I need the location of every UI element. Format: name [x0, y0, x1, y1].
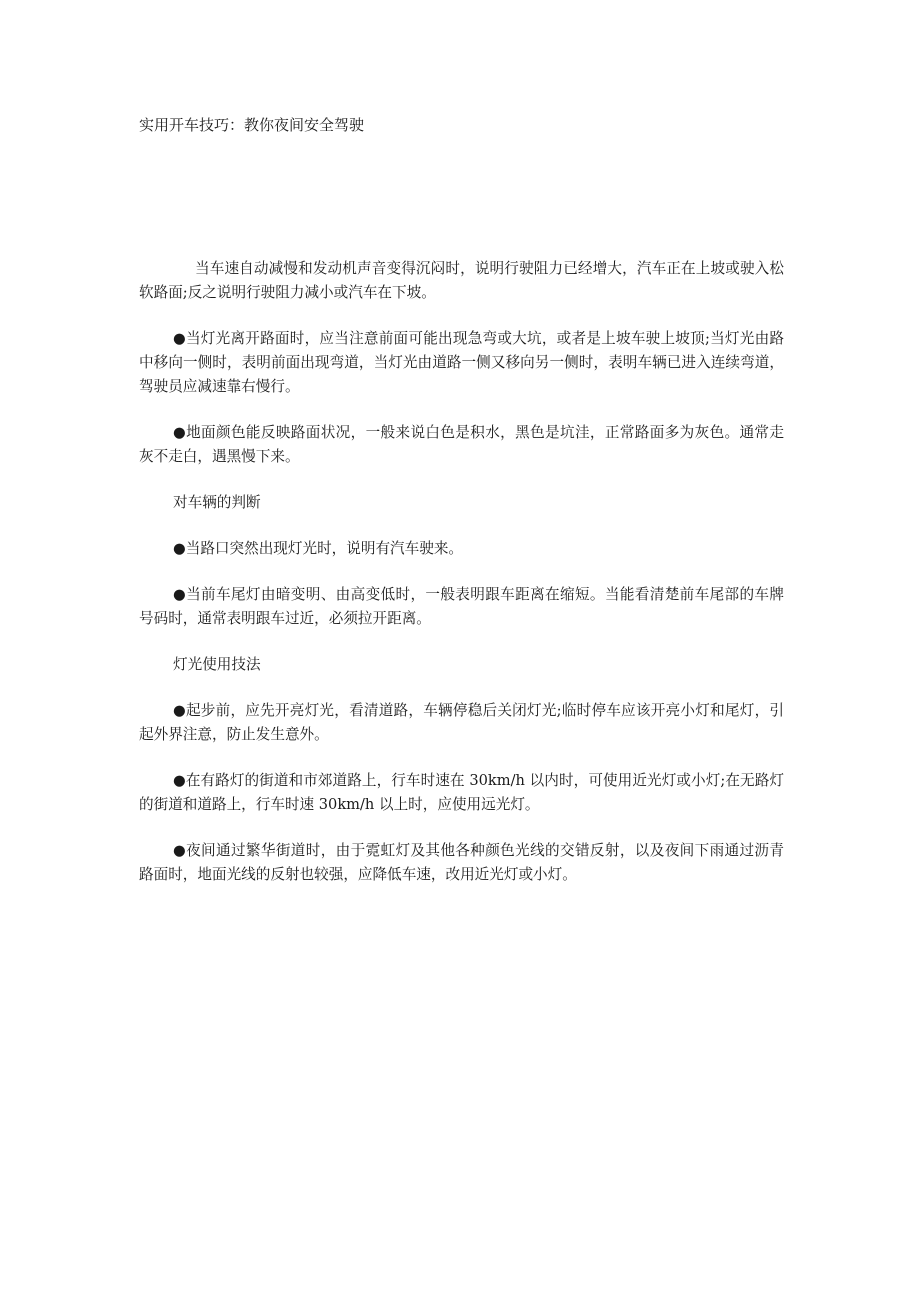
- section-heading-vehicle: 对车辆的判断: [173, 494, 261, 511]
- lights-bullet-paragraph: ●在有路灯的街道和市郊道路上，行车时速在 30km/h 以内时，可使用近光灯或小灯;在无路灯的街道和道路上，行车时速 30km/h 以上时，应使用远光灯。: [139, 772, 784, 813]
- road-bullet-paragraph: ●地面颜色能反映路面状况，一般来说白色是积水，黑色是坑洼，正常路面多为灰色。通常走灰不走白，遇黑慢下来。: [139, 424, 784, 465]
- document-title: 实用开车技巧：教你夜间安全驾驶: [139, 116, 365, 134]
- intro-paragraph: 当车速自动减慢和发动机声音变得沉闷时，说明行驶阻力已经增大，汽车正在上坡或驶入松软路面;反之说明行驶阻力减小或汽车在下坡。: [139, 260, 784, 301]
- section-heading-lights: 灯光使用技法: [173, 656, 261, 673]
- vehicle-bullet-paragraph: ●当前车尾灯由暗变明、由高变低时，一般表明跟车距离在缩短。当能看清楚前车尾部的车牌号码时，通常表明跟车过近，必须拉开距离。: [139, 586, 784, 627]
- document-body: [139, 257, 784, 909]
- lights-bullet-paragraph: ●夜间通过繁华街道时，由于霓虹灯及其他各种颜色光线的交错反射，以及夜间下雨通过沥青路面时，地面光线的反射也较强，应降低车速，改用近光灯或小灯。: [139, 842, 784, 883]
- vehicle-bullet-paragraph: ●当路口突然出现灯光时，说明有汽车驶来。: [173, 540, 464, 557]
- road-bullet-paragraph: ●当灯光离开路面时，应当注意前面可能出现急弯或大坑，或者是上坡车驶上坡顶;当灯光由路中移向一侧时，表明前面出现弯道，当灯光由道路一侧又移向另一侧时，表明车辆已进入连续弯道，驾驶员应减速靠右慢行。: [139, 330, 784, 395]
- lights-bullet-paragraph: ●起步前，应先开亮灯光，看清道路，车辆停稳后关闭灯光;临时停车应该开亮小灯和尾灯，引起外界注意，防止发生意外。: [139, 702, 784, 743]
